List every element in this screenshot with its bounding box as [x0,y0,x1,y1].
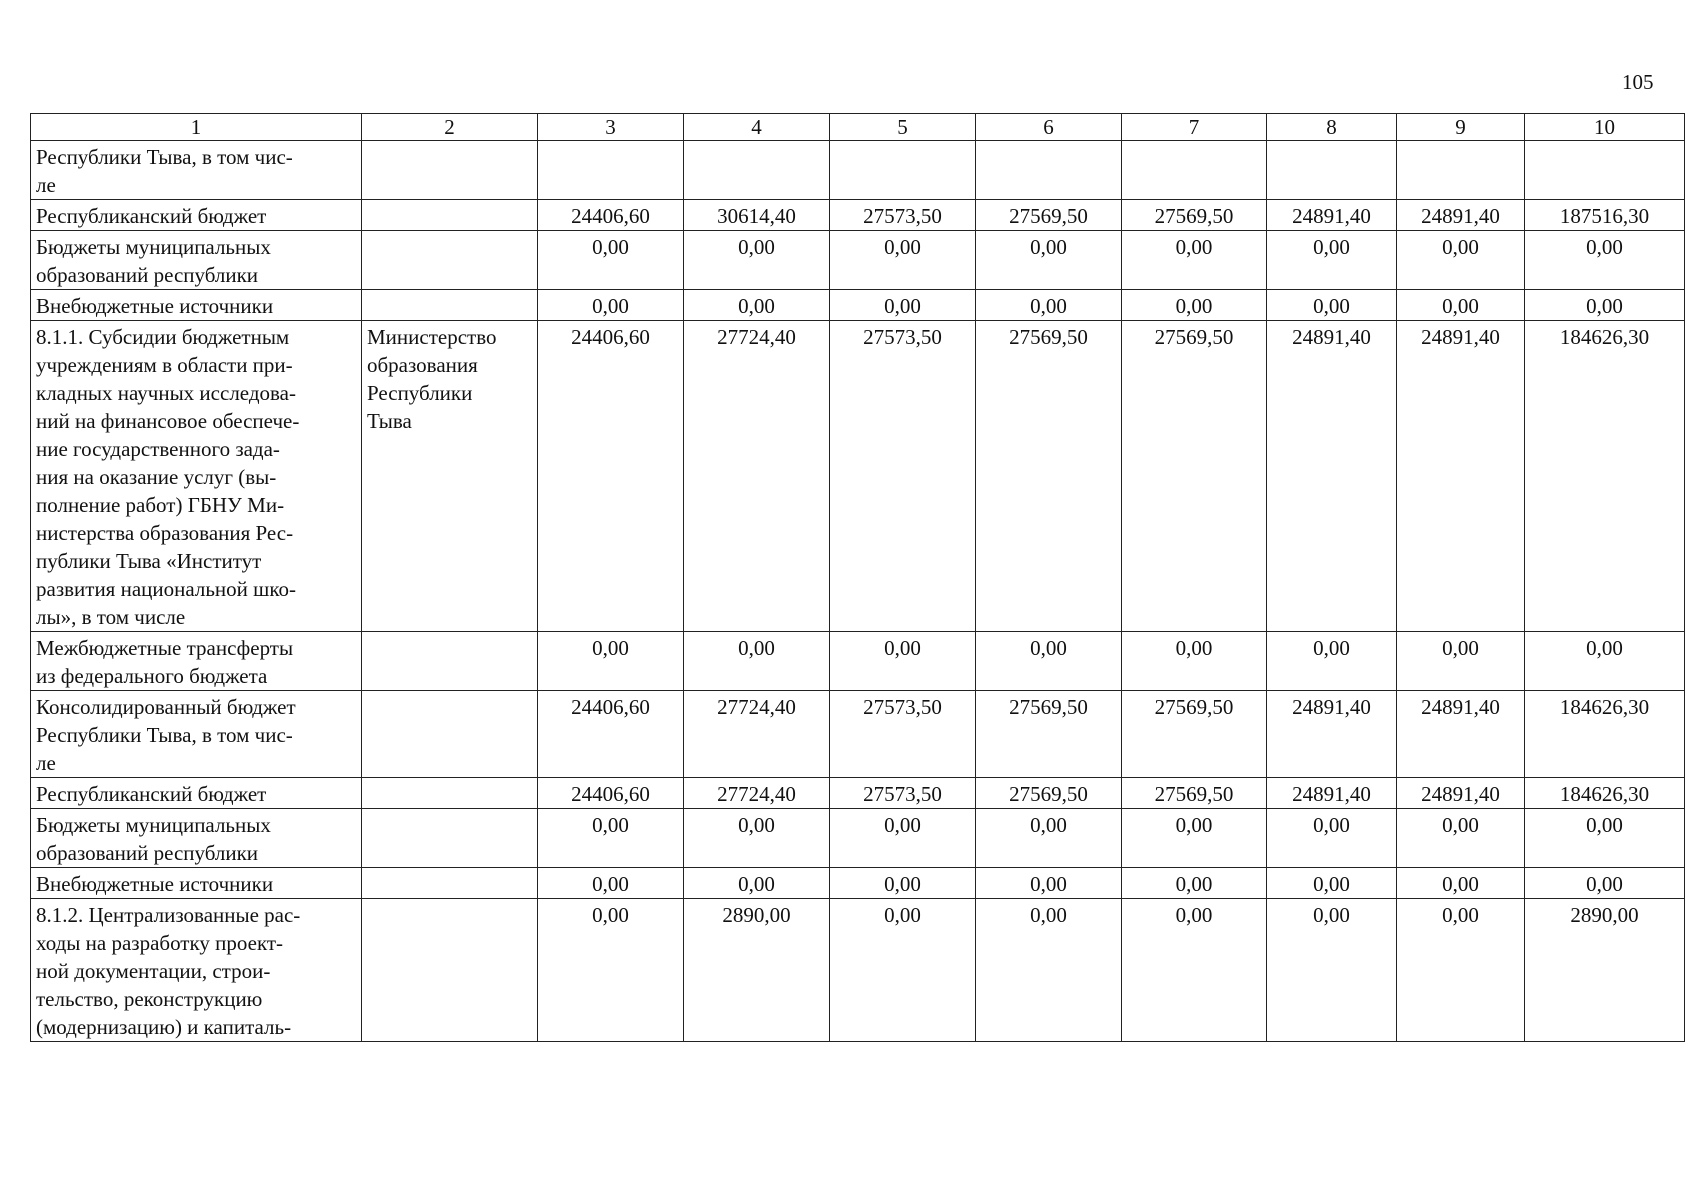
value-cell: 0,00 [1525,632,1685,691]
column-number: 5 [830,114,976,141]
value-cell: 0,00 [538,899,684,1042]
responsible-executor [362,899,538,1042]
value-cell: 187516,30 [1525,200,1685,231]
table-row [31,899,1685,1042]
table-row [31,321,1685,632]
value-cell: 0,00 [1267,632,1397,691]
table-row [31,632,1685,691]
value-cell: 24891,40 [1267,200,1397,231]
value-cell: 27573,50 [830,321,976,632]
value-cell: 27573,50 [830,200,976,231]
column-number: 9 [1397,114,1525,141]
value-cell: 27569,50 [976,691,1122,778]
value-cell: 0,00 [976,632,1122,691]
row-label: Бюджеты муниципальных образований республики [31,809,362,868]
column-number: 1 [31,114,362,141]
responsible-executor [362,778,538,809]
value-cell: 0,00 [1122,899,1267,1042]
column-number: 3 [538,114,684,141]
table-row [31,809,1685,868]
value-cell: 0,00 [976,809,1122,868]
value-cell: 24891,40 [1397,778,1525,809]
value-cell: 27724,40 [684,778,830,809]
value-cell: 0,00 [538,809,684,868]
value-cell: 27573,50 [830,778,976,809]
value-cell: 0,00 [684,809,830,868]
value-cell: 27724,40 [684,691,830,778]
value-cell: 0,00 [1267,290,1397,321]
value-cell: 0,00 [1267,231,1397,290]
value-cell: 0,00 [1397,868,1525,899]
value-cell: 27569,50 [976,778,1122,809]
responsible-executor [362,868,538,899]
value-cell: 0,00 [976,290,1122,321]
value-cell: 27569,50 [976,200,1122,231]
value-cell: 0,00 [1122,290,1267,321]
value-cell: 2890,00 [684,899,830,1042]
value-cell: 184626,30 [1525,691,1685,778]
table-row [31,141,1685,200]
value-cell: 27569,50 [1122,691,1267,778]
value-cell: 184626,30 [1525,321,1685,632]
value-cell: 0,00 [1267,868,1397,899]
value-cell: 0,00 [830,868,976,899]
value-cell: 0,00 [1397,632,1525,691]
value-cell: 24891,40 [1397,321,1525,632]
value-cell: 30614,40 [684,200,830,231]
value-cell: 0,00 [538,290,684,321]
value-cell: 0,00 [1122,231,1267,290]
column-number: 10 [1525,114,1685,141]
value-cell: 24406,60 [538,321,684,632]
row-label: Консолидированный бюджет Республики Тыва, в том чис- ле [31,691,362,778]
page-number: 105 [1622,70,1654,94]
value-cell: 0,00 [830,809,976,868]
value-cell: 0,00 [830,632,976,691]
value-cell: 0,00 [684,231,830,290]
value-cell: 24406,60 [538,200,684,231]
value-cell [1397,141,1525,200]
value-cell: 0,00 [1397,899,1525,1042]
value-cell: 0,00 [1397,809,1525,868]
value-cell: 0,00 [684,290,830,321]
column-number: 6 [976,114,1122,141]
value-cell: 0,00 [830,231,976,290]
value-cell: 24891,40 [1397,200,1525,231]
value-cell: 27569,50 [1122,321,1267,632]
row-label: Республики Тыва, в том чис- ле [31,141,362,200]
responsible-executor [362,632,538,691]
value-cell: 0,00 [1122,809,1267,868]
row-label: Республиканский бюджет [31,778,362,809]
value-cell: 184626,30 [1525,778,1685,809]
value-cell: 0,00 [538,231,684,290]
value-cell: 0,00 [830,899,976,1042]
value-cell: 0,00 [1267,809,1397,868]
value-cell: 27573,50 [830,691,976,778]
value-cell: 27569,50 [1122,200,1267,231]
column-number: 4 [684,114,830,141]
row-label: Межбюджетные трансферты из федерального бюджета [31,632,362,691]
row-label: 8.1.1. Субсидии бюджетным учреждениям в области при- кладных научных исследова- ний на финансовое обеспече- ние государственного зада- ния на оказание услуг (вы- полнение работ) ГБНУ Ми- нистерства образования Рес- публики Тыва «Институт развития национальной шко- лы», в том числе [31,321,362,632]
value-cell: 0,00 [1525,809,1685,868]
column-number: 8 [1267,114,1397,141]
responsible-executor: Министерство образования Республики Тыва [362,321,538,632]
value-cell: 27569,50 [976,321,1122,632]
value-cell: 2890,00 [1525,899,1685,1042]
value-cell: 0,00 [830,290,976,321]
value-cell: 0,00 [538,868,684,899]
value-cell [684,141,830,200]
column-number-row [31,114,1685,141]
value-cell: 0,00 [1122,868,1267,899]
column-number: 2 [362,114,538,141]
table-row [31,290,1685,321]
table-row [31,868,1685,899]
value-cell: 0,00 [1397,231,1525,290]
value-cell: 24891,40 [1267,321,1397,632]
table-body [31,114,1685,1042]
row-label: Внебюджетные источники [31,868,362,899]
value-cell: 24406,60 [538,691,684,778]
value-cell [1122,141,1267,200]
responsible-executor [362,809,538,868]
value-cell: 0,00 [1122,632,1267,691]
responsible-executor [362,141,538,200]
value-cell: 0,00 [976,231,1122,290]
table-row [31,691,1685,778]
table-row [31,778,1685,809]
table-row [31,200,1685,231]
value-cell: 24406,60 [538,778,684,809]
value-cell: 0,00 [538,632,684,691]
value-cell: 0,00 [1267,899,1397,1042]
value-cell: 0,00 [684,632,830,691]
row-label: Внебюджетные источники [31,290,362,321]
responsible-executor [362,290,538,321]
value-cell: 0,00 [1397,290,1525,321]
value-cell [1267,141,1397,200]
responsible-executor [362,691,538,778]
value-cell: 24891,40 [1267,778,1397,809]
row-label: 8.1.2. Централизованные рас- ходы на разработку проект- ной документации, строи- тельство, реконструкцию (модернизацию) и капиталь- [31,899,362,1042]
value-cell: 0,00 [1525,231,1685,290]
value-cell: 27724,40 [684,321,830,632]
row-label: Бюджеты муниципальных образований республики [31,231,362,290]
value-cell: 24891,40 [1397,691,1525,778]
value-cell [538,141,684,200]
value-cell [830,141,976,200]
value-cell [1525,141,1685,200]
value-cell [976,141,1122,200]
value-cell: 0,00 [976,868,1122,899]
value-cell: 24891,40 [1267,691,1397,778]
value-cell: 27569,50 [1122,778,1267,809]
value-cell: 0,00 [976,899,1122,1042]
value-cell: 0,00 [1525,290,1685,321]
column-number: 7 [1122,114,1267,141]
value-cell: 0,00 [1525,868,1685,899]
responsible-executor [362,200,538,231]
value-cell: 0,00 [684,868,830,899]
budget-table [30,113,1685,1042]
table-row [31,231,1685,290]
responsible-executor [362,231,538,290]
row-label: Республиканский бюджет [31,200,362,231]
